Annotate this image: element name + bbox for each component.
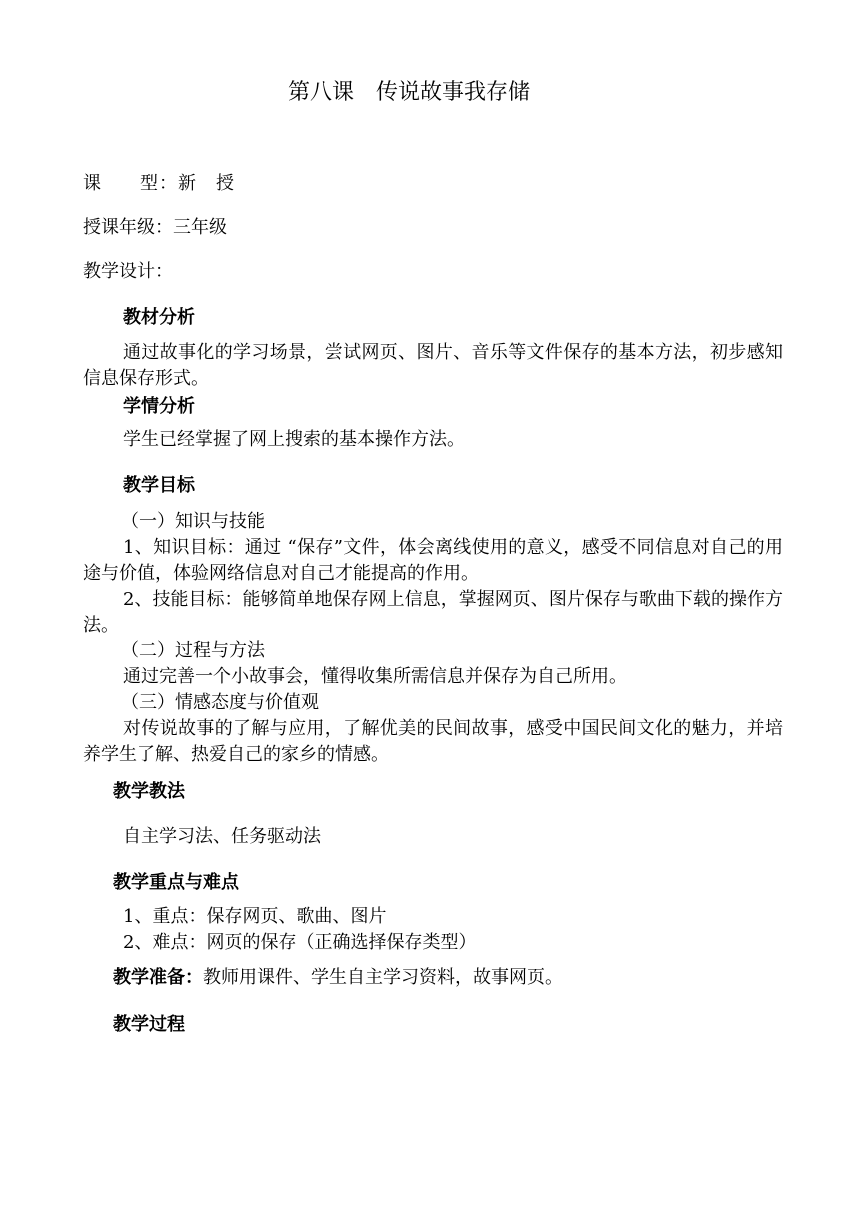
goal3-heading: （三）情感态度与价值观 <box>121 692 319 713</box>
goal2-text: 通过完善一个小故事会，懂得收集所需信息并保存为自己所用。 <box>123 666 627 687</box>
preparation-label: 教学准备： <box>113 967 203 988</box>
lesson-type-value: 新 授 <box>178 173 235 194</box>
material-text: 通过故事化的学习场景，尝试网页、图片、音乐等文件保存的基本方法，初步感知信息保存形式。 <box>83 342 783 389</box>
goal3-text: 对传说故事的了解与应用，了解优美的民间故事，感受中国民间文化的魅力，并培养学生了解、热爱自己的家乡的情感。 <box>83 718 783 765</box>
goal2-heading: （二）过程与方法 <box>121 640 265 661</box>
keypoint-1: 1、重点：保存网页、歌曲、图片 <box>123 906 387 927</box>
goals-heading: 教学目标 <box>123 475 195 496</box>
goal1-item1: 1、知识目标：通过 “保存”文件，体会离线使用的意义，感受不同信息对自己的用途与价值，体验网络信息对自己才能提高的作用。 <box>83 537 783 584</box>
method-text: 自主学习法、任务驱动法 <box>123 826 321 847</box>
lesson-type-label: 课 型： <box>83 173 178 194</box>
grade <box>83 216 227 240</box>
method-heading: 教学教法 <box>113 781 185 802</box>
page-title: 第八课 传说故事我存储 <box>288 80 531 105</box>
student-text: 学生已经掌握了网上搜索的基本操作方法。 <box>123 429 465 450</box>
goal1-heading: （一）知识与技能 <box>121 511 265 532</box>
grade-value: 三年级 <box>173 217 227 238</box>
grade-label: 授课年级： <box>83 217 173 238</box>
student-heading: 学情分析 <box>123 396 195 417</box>
preparation <box>113 966 563 990</box>
keypoint-2: 2、难点：网页的保存（正确选择保存类型） <box>123 932 477 953</box>
goal1-item2: 2、技能目标：能够简单地保存网上信息，掌握网页、图片保存与歌曲下载的操作方法。 <box>83 589 783 636</box>
design-label: 教学设计： <box>83 261 173 282</box>
preparation-text: 教师用课件、学生自主学习资料，故事网页。 <box>203 967 563 988</box>
lesson-type <box>83 172 235 196</box>
keypoints-heading: 教学重点与难点 <box>113 872 239 893</box>
process-heading: 教学过程 <box>113 1014 185 1035</box>
material-heading: 教材分析 <box>123 307 195 328</box>
